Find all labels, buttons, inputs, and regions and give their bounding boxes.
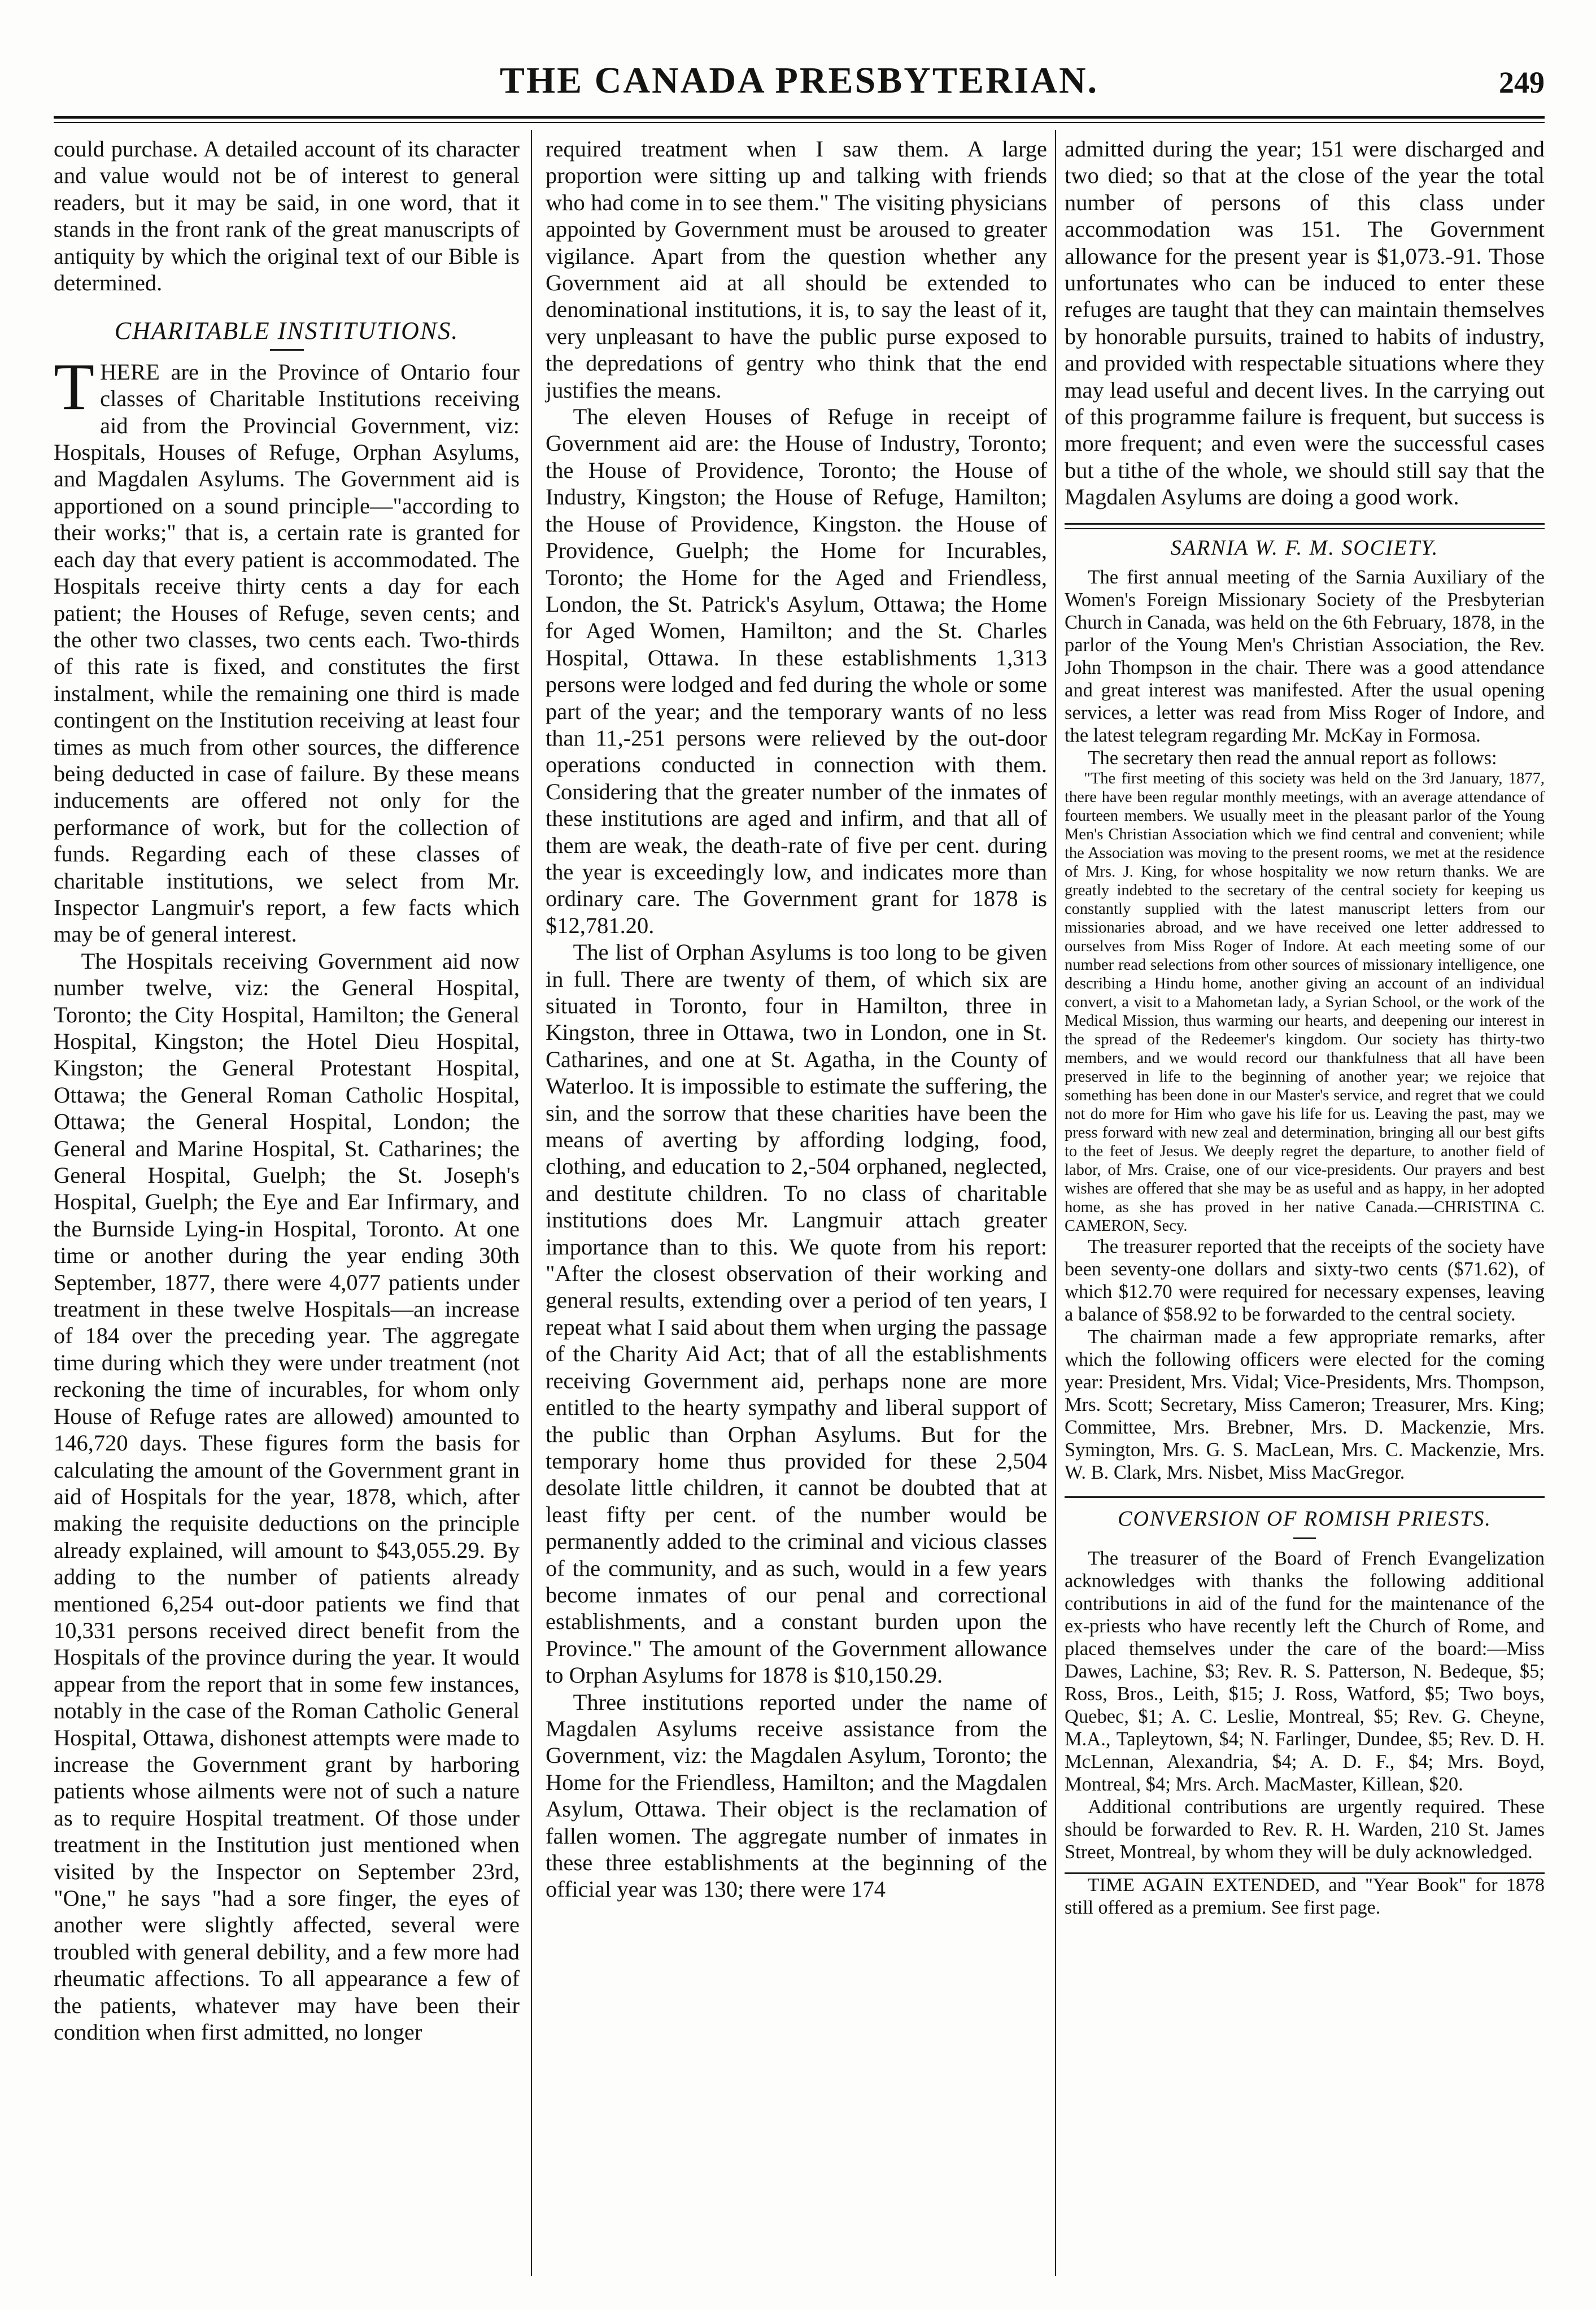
paragraph: could purchase. A detailed account of its character and value would not be of interest to general readers, but it may be said, in one word, that it stands in the front rank of the great manuscripts of antiquity by which the original text of our Bible is determined. xyxy=(54,136,520,296)
drop-cap: T xyxy=(54,349,95,424)
annual-report-quote: "The first meeting of this society was held on the 3rd January, 1877, there have been regular monthly meetings, with an average attendance of fourteen members. We usually meet in the pleasant parlor of the Young Men's Christian Association which we find central and convenient; while the Association was moving to the present rooms, we met at the residence of Mrs. J. King, for whose hospitality we now return thanks. We are greatly indebted to the secretary of the central society for keeping us constantly supplied with the latest manuscript letters from our missionaries abroad, and we have received one letter addressed to ourselves from Miss Roger of Indore. At each meeting some of our number read selections from other sources of missionary intelligence, one describing a Hindu home, another giving an account of an individual convert, a visit to a Mahometan lady, a Syrian School, or the work of the Medical Mission, thus warming our hearts, and deepening our interest in the spread of the Redeemer's kingdom. Our society has thirty-two members, and we would record our thankfulness that all have been preserved in life to the beginning of another year; we rejoice that something has been done in our Master's service, and regret that we could not do more for Him who gave his life for us. Leaving the past, may we press forward with new zeal and determination, bringing all our best gifts to the feet of Jesus. We deeply regret the departure, to another field of labor, of Mrs. Craise, one of our vice-presidents. Our prayers and best wishes are offered that she may be as useful and as happy, in her adopted home, as she has proved in her native Canada.—CHRISTINA C. CAMERON, Secy. xyxy=(1065,770,1545,1235)
column-1 xyxy=(54,136,520,2045)
section-heading-sarnia: SARNIA W. F. M. SOCIETY. xyxy=(1170,535,1439,560)
column-3 xyxy=(1065,136,1545,1919)
premium-notice: TIME AGAIN EXTENDED, and "Year Book" for 1878 still offered as a premium. See first page. xyxy=(1065,1874,1545,1918)
page-title: THE CANADA PRESBYTERIAN. xyxy=(499,60,1099,101)
paragraph: The first annual meeting of the Sarnia Auxiliary of the Women's Foreign Missionary Society of the Presbyterian Church in Canada, was held on the 6th February, 1878, in the parlor of the Young Men's Christian Association, the Rev. John Thompson in the chair. There was a good attendance and great interest was manifested. After the usual opening services, a letter was read from Miss Roger of Indore, and the latest telegram regarding Mr. McKay in Formosa. xyxy=(1065,567,1545,747)
paragraph: admitted during the year; 151 were discharged and two died; so that at the close of the year the total number of persons of this class under accommodation was 151. The Government allowance for the present year is $1,073.-91. Those unfortunates who can be induced to enter these refuges are taught that they can maintain themselves by honorable pursuits, trained to habits of industry, and provided with respectable situations where they may lead useful and decent lives. In the carrying out of this programme failure is frequent, but success is more frequent; and even were the successful cases but a tithe of the whole, we should still say that the Magdalen Asylums are doing a good work. xyxy=(1065,136,1545,510)
paragraph: The eleven Houses of Refuge in receipt of Government aid are: the House of Industry, Toronto; the House of Providence, Toronto; the House of Industry, Kingston; the House of Refuge, Hamilton; the House of Providence, Kingston. the House of Providence, Guelph; the Home for Incurables, Toronto; the Home for the Aged and Friendless, London, the St. Patrick's Asylum, Ottawa; the Home for Aged Women, Hamilton; and the St. Charles Hospital, Ottawa. In these establishments 1,313 persons were lodged and fed during the whole or some part of the year; and the temporary wants of no less than 11,-251 persons were relieved by the out-door operations conducted in connection with them. Considering that the greater number of the inmates of these institutions are aged and infirm, and that all of them are weak, the death-rate of five per cent. during the year is exceedingly low, and indicates more than ordinary care. The Government grant for 1878 is $12,781.20. xyxy=(546,404,1047,938)
heading-rule xyxy=(1293,1537,1316,1539)
heading-rule xyxy=(270,349,304,351)
paragraph: required treatment when I saw them. A large proportion were sitting up and talking with friends who had come in to see them." The visiting physicians appointed by Government must be aroused to greater vigilance. Apart from the question whether any Government aid at all should be extended to denominational institutions, it is, to say the least of it, very unpleasant to have the public purse exposed to the depredations of gentry who think that the end justifies the means. xyxy=(546,136,1047,403)
masthead xyxy=(54,48,1545,116)
paragraph: Additional contributions are urgently required. These should be forwarded to Rev. R. H. Warden, 210 St. James Street, Montreal, by whom they will be duly acknowledged. xyxy=(1065,1796,1545,1863)
section-heading-charitable: CHARITABLE INSTITUTIONS. xyxy=(114,317,459,345)
column-divider-1 xyxy=(531,130,532,2276)
section-rule-thin xyxy=(1065,528,1545,529)
header-rule-thin xyxy=(54,122,1545,123)
paragraph: The treasurer of the Board of French Evangelization acknowledges with thanks the following additional contributions in aid of the fund for the maintenance of the ex-priests who have recently left the Church of Rome, and placed themselves under the care of the board:—Miss Dawes, Lachine, $3; Rev. R. S. Patterson, N. Bedeque, $5; Ross, Bros., Leith, $15; J. Ross, Watford, $5; Two boys, Quebec, $1; A. C. Leslie, Montreal, $5; Rev. G. Cheyne, M.A., Tapleytown, $4; N. Farlinger, Dundee, $5; Rev. D. H. McLennan, Alexandria, $4; A. D. F., $4; Mrs. Boyd, Montreal, $4; Mrs. Arch. MacMaster, Killean, $20. xyxy=(1065,1547,1545,1795)
paragraph: The chairman made a few appropriate remarks, after which the following officers were elected for the coming year: President, Mrs. Vidal; Vice-Presidents, Mrs. Thompson, Mrs. Scott; Secretary, Miss Cameron; Treasurer, Mrs. King; Committee, Mrs. Brebner, Mrs. D. Mackenzie, Mrs. Symington, Mrs. G. S. MacLean, Mrs. C. Mackenzie, Mrs. W. B. Clark, Mrs. Nisbet, Miss MacGregor. xyxy=(1065,1326,1545,1484)
paragraph: The list of Orphan Asylums is too long to be given in full. There are twenty of them, of which six are situated in Toronto, four in Hamilton, three in Kingston, three in Ottawa, two in London, one in St. Catharines, and one at St. Agatha, in the County of Waterloo. It is impossible to estimate the suffering, the sin, and the sorrow that these charities have been the means of averting by affording lodging, food, clothing, and education to 2,-504 orphaned, neglected, and destitute children. To no class of charitable institutions does Mr. Langmuir attach greater importance than to this. We quote from his report: "After the closest observation of their working and general results, extending over a period of ten years, I repeat what I said about them when urging the passage of the Charity Aid Act; that of all the establishments receiving Government aid, perhaps none are more entitled to the hearty sympathy and liberal support of the public than Orphan Asylums. But for the temporary home thus provided for these 2,504 desolate little children, it cannot be doubted that at least fifty per cent. of the number would be permanently added to the criminal and vicious classes of the community, and as such, would in a few years become inmates of our penal and correctional establishments, and a constant burden upon the Province." The amount of the Government allowance to Orphan Asylums for 1878 is $10,150.29. xyxy=(546,939,1047,1688)
section-rule xyxy=(1065,1496,1545,1498)
paragraph-text: HERE are in the Province of Ontario four classes of Charitable Institutions receiving aid from the Provincial Government, viz: Hospitals, Houses of Refuge, Orphan Asylums, and Magdalen Asylums. The Government aid is apportioned on a sound principle—"according to their works;" that is, a certain rate is granted for each day that every patient is accommodated. The Hospitals receive thirty cents a day for each patient; the Houses of Refuge, seven cents; and the other two classes, two cents each. Two-thirds of this rate is fixed, and constitutes the first instalment, while the remaining one third is made contingent on the Institution receiving at least four times as much from other sources, the difference being deducted in case of failure. By these means inducements are offered not only for the performance of work, but for the collection of funds. Regarding each of these classes of charitable institutions, we select from Mr. Inspector Langmuir's report, a few facts which may be of general interest. xyxy=(54,359,520,947)
paragraph: The treasurer reported that the receipts of the society have been seventy-one dollars and sixty-two cents ($71.62), of which $12.70 were required for necessary expenses, leaving a balance of $58.92 to be forwarded to the central society. xyxy=(1065,1236,1545,1326)
paragraph: The secretary then read the annual report as follows: xyxy=(1088,747,1497,769)
column-divider-2 xyxy=(1055,130,1056,2276)
paragraph: The Hospitals receiving Government aid now number twelve, viz: the General Hospital, Toronto; the City Hospital, Hamilton; the General Hospital, Kingston; the Hotel Dieu Hospital, Kingston; the General Protestant Hospital, Ottawa; the General Roman Catholic Hospital, Ottawa; the General Hospital, London; the General and Marine Hospital, St. Catharines; the General Hospital, Guelph; the St. Joseph's Hospital, Guelph; the Eye and Ear Infirmary, and the Burnside Lying-in Hospital, Toronto. At one time or another during the year ending 30th September, 1877, there were 4,077 patients under treatment in these twelve Hospitals—an increase of 184 over the preceding year. The aggregate time during which they were under treatment (not reckoning the time of incurables, for whom only House of Refuge rates are allowed) amounted to 146,720 days. These figures form the basis for calculating the amount of the Government grant in aid of Hospitals for the year, 1878, which, after making the requisite deductions on the principle already explained, will amount to $43,055.29. By adding to the number of patients already mentioned 6,254 out-door patients we find that 10,331 persons received direct benefit from the Hospitals of the province during the year. It would appear from the report that in some few instances, notably in the case of the Roman Catholic General Hospital, Ottawa, dishonest attempts were made to increase the Government grant by harboring patients whose ailments were not of such a nature as to require Hospital treatment. Of those under treatment in the Institution just mentioned when visited by the Inspector on September 23rd, "One," he says "had a sore finger, the eyes of another were slightly affected, several were troubled with general debility, and a few more had rheumatic affections. To all appearance a few of the patients, whatever may have been their condition when first admitted, no longer xyxy=(54,948,520,2045)
page-number: 249 xyxy=(1499,66,1545,99)
column-2 xyxy=(546,136,1047,1903)
header-rule xyxy=(54,116,1545,119)
section-heading-conversion: CONVERSION OF ROMISH PRIESTS. xyxy=(1118,1507,1492,1531)
section-rule xyxy=(1065,523,1545,525)
paragraph: Three institutions reported under the name of Magdalen Asylums receive assistance from the Government, viz: the Magdalen Asylum, Toronto; the Home for the Friendless, Hamilton; and the Magdalen Asylum, Ottawa. Their object is the reclamation of fallen women. The aggregate number of inmates in these three establishments at the beginning of the official year was 130; there were 174 xyxy=(546,1689,1047,1902)
paragraph xyxy=(54,349,520,948)
